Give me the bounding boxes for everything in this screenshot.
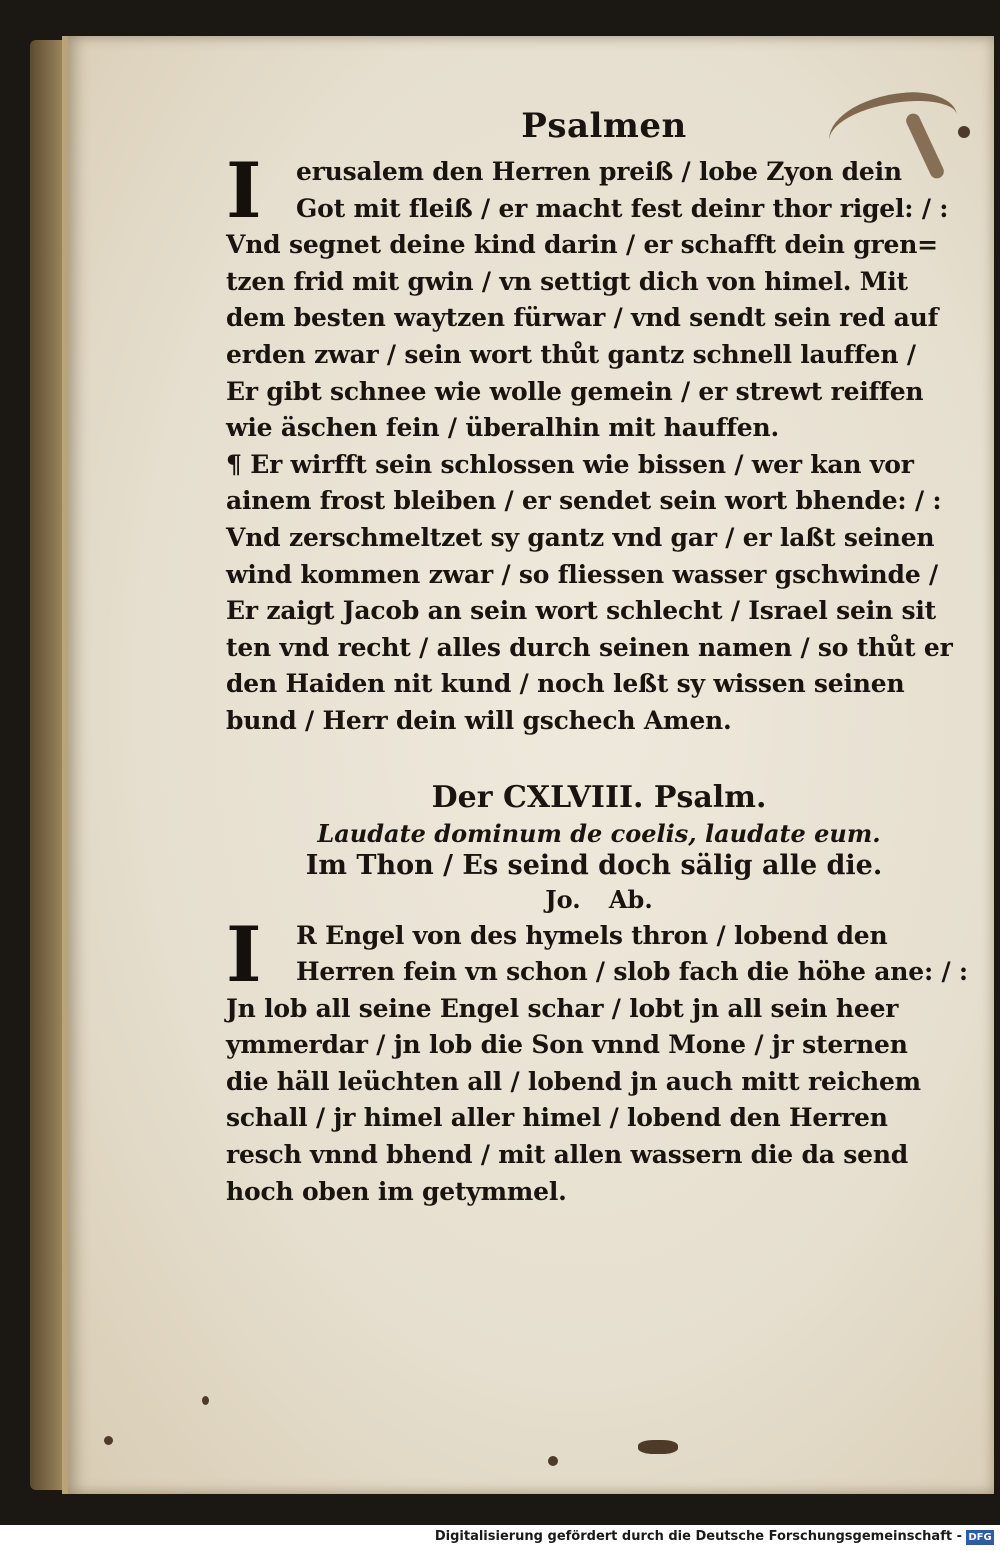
ink-spot: [638, 1440, 678, 1454]
ink-spot: [202, 1396, 209, 1405]
text-line: Er zaigt Jacob an sein wort schlecht / Israel sein sit: [226, 596, 937, 626]
text-line: bund / Herr dein will gschech Amen.: [226, 705, 732, 735]
text-line: R Engel von des hymels thron / lobend den: [296, 920, 888, 950]
text-line: Herren fein vn schon / slob fach die höhe ane: / :: [296, 957, 968, 987]
text-line: resch vnnd bhend / mit allen wassern die da send: [226, 1140, 909, 1170]
drop-initial: I: [226, 909, 262, 999]
text-line: ainem frost bleiben / er sendet sein wort bhende: / :: [226, 486, 942, 516]
text-line: ten vnd recht / alles durch seinen namen / so thůt er: [226, 632, 953, 662]
psalm-148-text: [226, 909, 968, 1211]
text-line: hoch oben im getymmel.: [226, 1176, 567, 1206]
author-initials: Jo. Ab.: [545, 884, 653, 914]
psalm-heading: Der CXLVIII. Psalm.: [431, 779, 767, 815]
text-line: Jn lob all seine Engel schar / lobt jn all sein heer: [226, 993, 899, 1023]
text-line: ymmerdar / jn lob die Son vnnd Mone / jr sternen: [226, 1030, 908, 1060]
text-line: erusalem den Herren preiß / lobe Zyon dein: [296, 157, 902, 186]
page-text: [226, 106, 968, 1210]
dfg-logo: DFG: [966, 1530, 994, 1545]
text-line: dem besten waytzen fürwar / vnd sendt sein red auf: [226, 303, 939, 333]
ink-spot: [104, 1436, 113, 1445]
footer-bar: [0, 1525, 1000, 1551]
running-head: Psalmen: [521, 106, 687, 146]
text-line: wie äschen fein / überalhin mit hauffen.: [226, 413, 779, 443]
ink-spot: [548, 1456, 558, 1466]
text-line: wind kommen zwar / so fliessen wasser gschwinde /: [226, 559, 938, 589]
text-line: die häll leüchten all / lobend jn auch mitt reichem: [226, 1066, 921, 1096]
text-line: Got mit fleiß / er macht fest deinr thor rigel: / :: [296, 193, 949, 223]
text-line: schall / jr himel aller himel / lobend den Herren: [226, 1103, 888, 1133]
funding-credit: Digitalisierung gefördert durch die Deutsche Forschungsgemeinschaft -: [434, 1529, 962, 1544]
psalm-147-text: [226, 146, 953, 740]
text-line: erden zwar / sein wort thůt gantz schnell lauffen /: [226, 339, 916, 369]
text-line: den Haiden nit kund / noch leßt sy wissen seinen: [226, 669, 905, 699]
text-line: tzen frid mit gwin / vn settigt dich von himel. Mit: [226, 266, 908, 296]
psalm-incipit: Laudate dominum de coelis, laudate eum.: [317, 818, 881, 848]
text-line: Er gibt schnee wie wolle gemein / er strewt reiffen: [226, 376, 924, 406]
ink-spot: [958, 126, 970, 138]
text-line: Vnd segnet deine kind darin / er schafft dein gren=: [226, 230, 938, 260]
tune-indication: Im Thon / Es seind doch sälig alle die.: [305, 849, 883, 881]
text-line: Vnd zerschmeltzet sy gantz vnd gar / er laßt seinen: [226, 522, 935, 552]
text-line: ¶ Er wirfft sein schlossen wie bissen / wer kan vor: [226, 449, 914, 479]
drop-initial: I: [226, 146, 262, 235]
